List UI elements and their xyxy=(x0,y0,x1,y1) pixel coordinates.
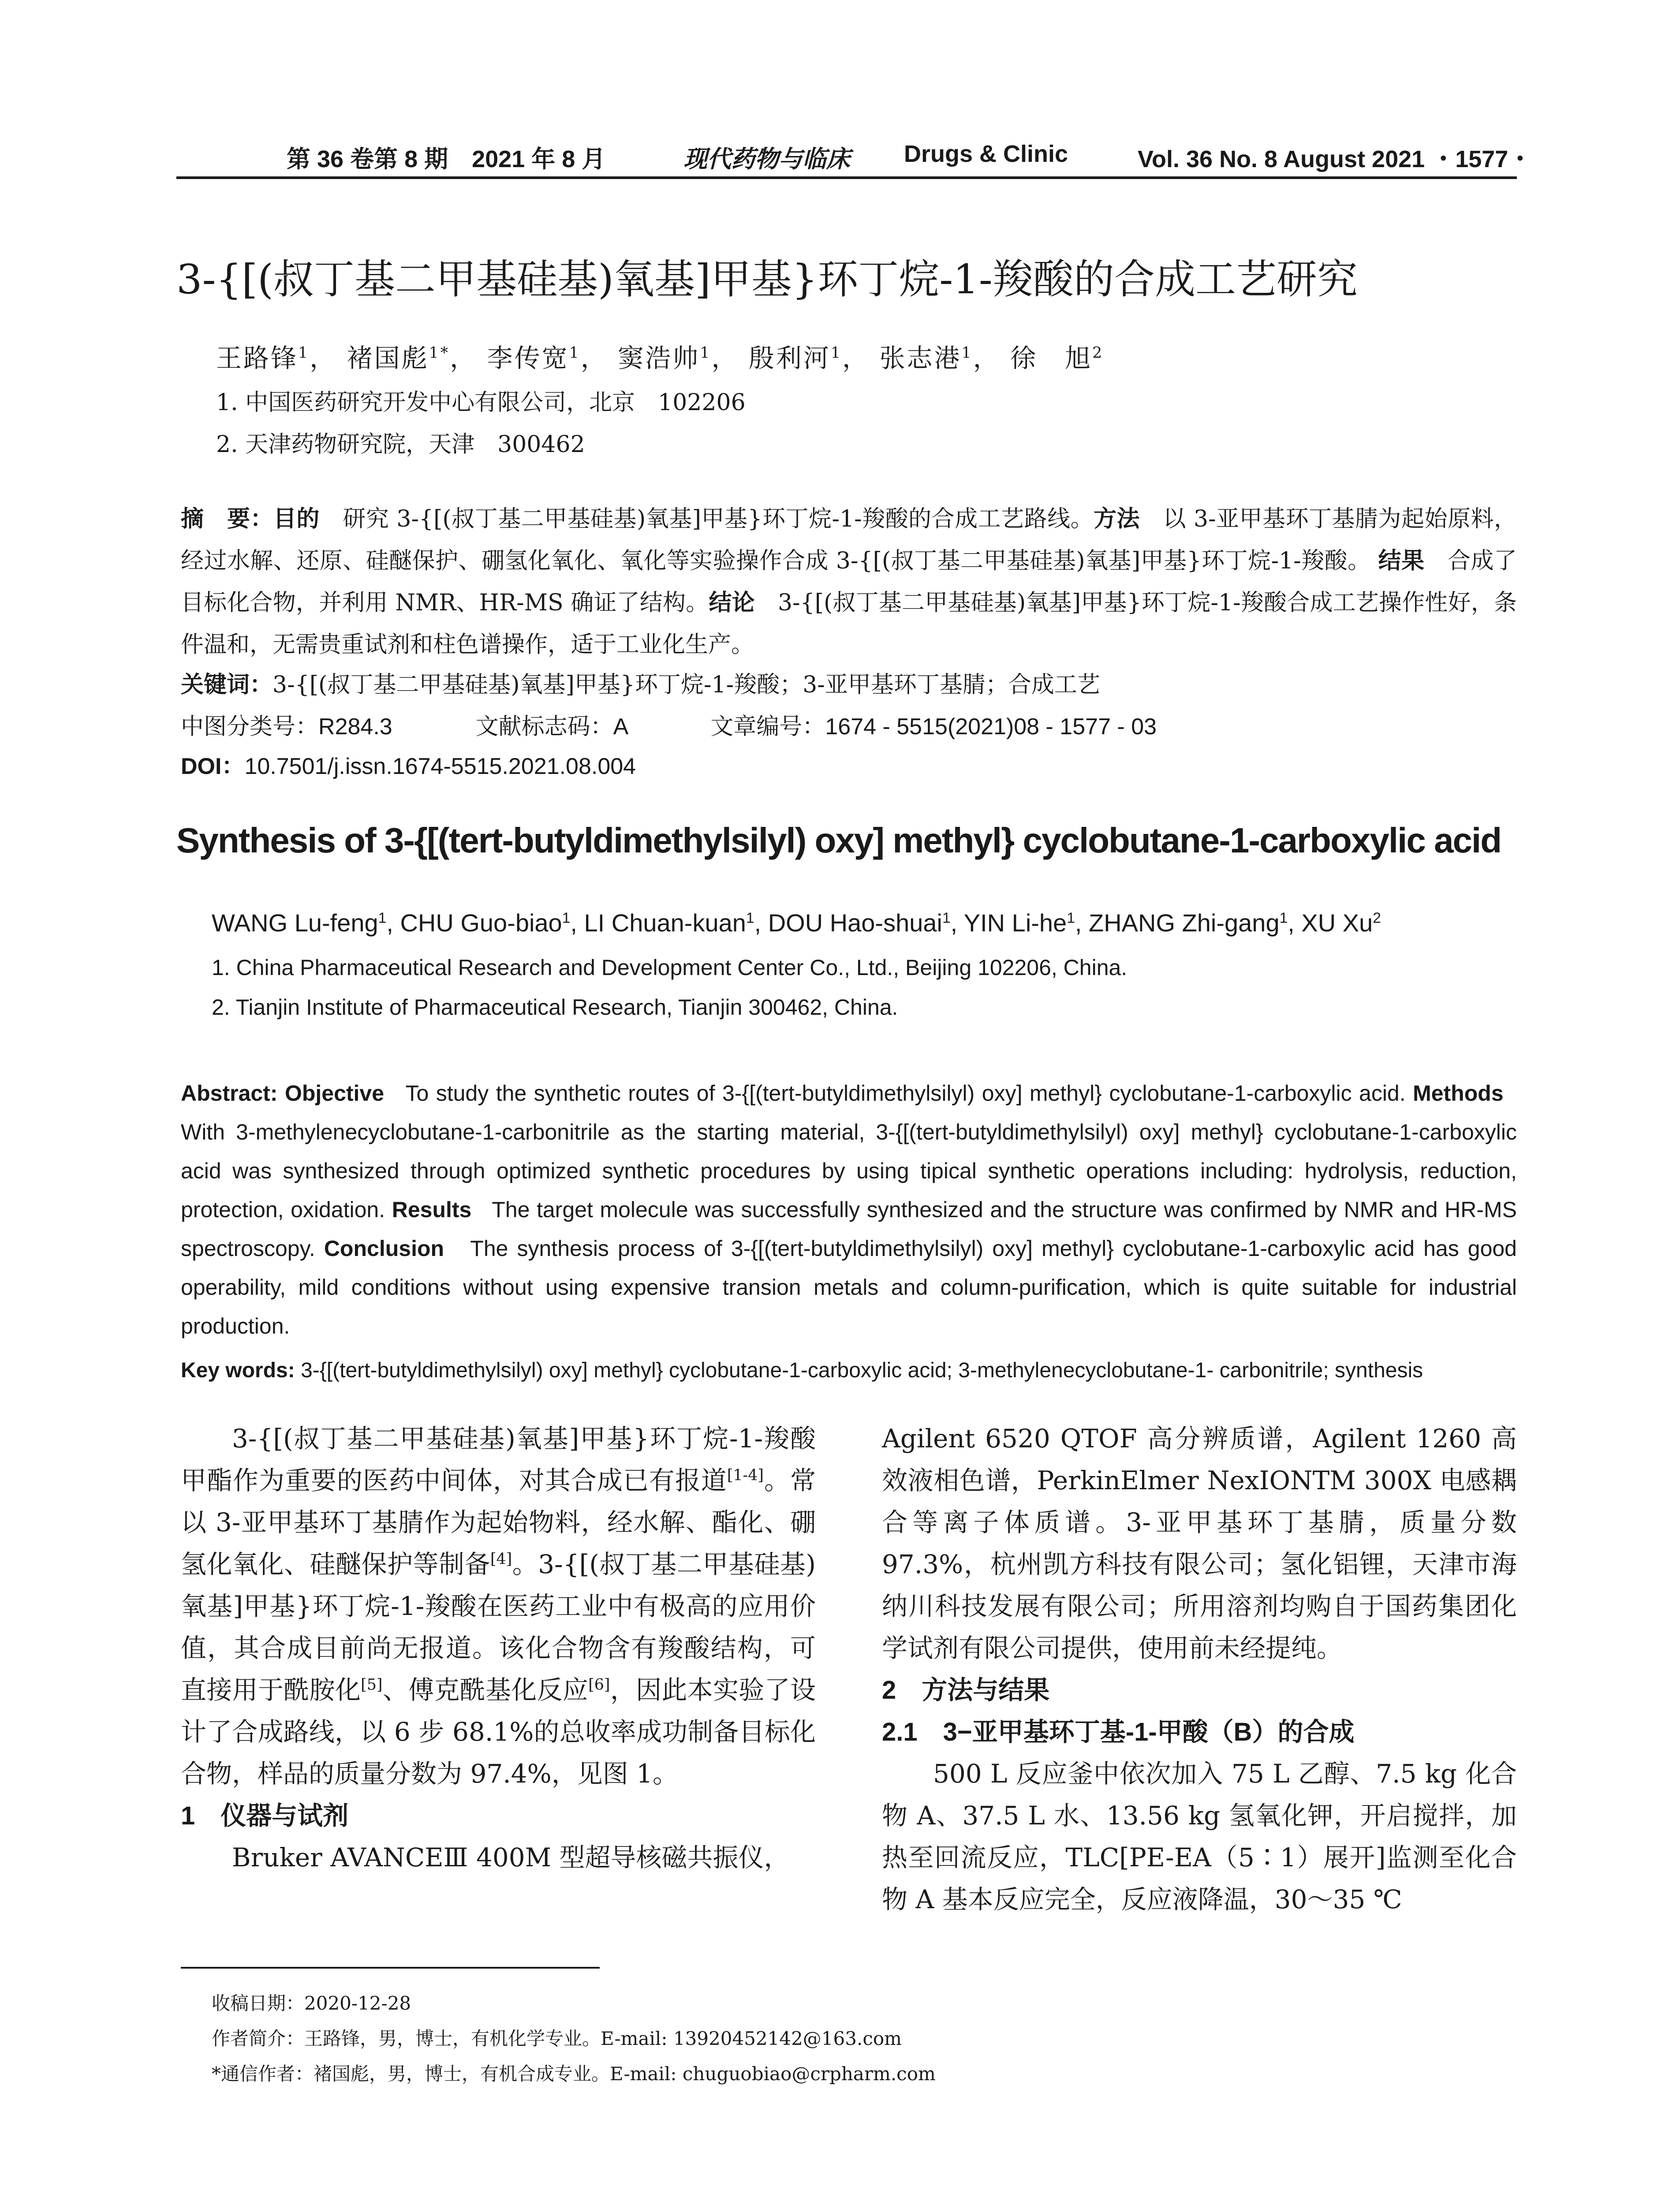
footnote-corresponding: *通信作者：褚国彪，男，博士，有机合成专业。E-mail: chuguobiao@crpharm.com xyxy=(212,2063,936,2085)
abstract-cn: 摘 要：目的 研究 3-{[(叔丁基二甲基硅基)氧基]甲基}环丁烷-1-羧酸的合成工艺路线。方法 以 3-亚甲基环丁基腈为起始原料，经过水解、还原、硅醚保护、硼氢化氧化、氧化等实验操作合成 3-{[(叔丁基二甲基硅基)氧基]甲基}环丁烷-1-羧酸。 结果 合成了目标化合物，并利用 NMR、HR-MS 确证了结构。结论 3-{[(叔丁基二甲基硅基)氧基]甲基}环丁烷-1-羧酸合成工艺操作性好，条件温和，无需贵重试剂和柱色谱操作，适于工业化生产。 xyxy=(181,506,1517,658)
footnote-received: 收稿日期：2020-12-28 xyxy=(212,1992,411,2014)
author-name: 李传宽 xyxy=(487,343,569,373)
synthesis-paragraph: 500 L 反应釜中依次加入 75 L 乙醇、7.5 kg 化合物 A、37.5 L 水、13.56 kg 氢氧化钾，开启搅拌，加热至回流反应，TLC[PE-EA（5∶1）展开]监测至化合物 A 基本反应完全，反应液降温，30～35 ℃ xyxy=(882,1759,1517,1914)
keywords-cn: 关键词：3-{[(叔丁基二甲基硅基)氧基]甲基}环丁烷-1-羧酸；3-亚甲基环丁基腈；合成工艺 xyxy=(181,672,1100,698)
section-heading-2: 2 方法与结果 xyxy=(882,1676,1050,1704)
keywords-en: Key words: 3-{[(tert-butyldimethylsilyl) oxy] methyl} cyclobutane-1-carboxylic acid; 3-methylenecyclobutane-1- carbonitrile; synthesis xyxy=(181,1359,1423,1382)
issue-en: Vol. 36 No. 8 August 2021 ・1577・ xyxy=(1138,146,1532,172)
author-list-cn: 王路锋$^1$， 褚国彪$^{1*}$， 李传宽$^1$， 窦浩帅$^1$， 殷利河$^1$， 张志港$^1$， 徐 旭$^2$ xyxy=(216,343,1104,373)
body-column-right xyxy=(882,1418,1517,1921)
section-heading-2-1: 2.1 3−亚甲基环丁基-1-甲酸（B）的合成 xyxy=(882,1718,1355,1746)
journal-name-cn: 现代药物与临床 xyxy=(683,145,850,173)
article-title-cn: 3-{[(叔丁基二甲基硅基)氧基]甲基}环丁烷-1-羧酸的合成工艺研究 xyxy=(176,256,1358,303)
doi-line: DOI：10.7501/j.issn.1674-5515.2021.08.004 xyxy=(181,754,636,779)
author-name: 张志港 xyxy=(879,343,962,373)
header-rule xyxy=(176,176,1517,179)
author-name: 窦浩帅 xyxy=(618,343,700,373)
author-name: 殷利河 xyxy=(748,343,831,373)
affiliation-cn-1: 1. 中国医药研究开发中心有限公司，北京 102206 xyxy=(216,389,746,416)
author-name: 徐 旭 xyxy=(1010,343,1093,373)
article-title-en: Synthesis of 3-{[(tert-butyldimethylsilyl) oxy] methyl} cyclobutane-1-carboxylic acid xyxy=(176,821,1501,860)
author-name: 褚国彪 xyxy=(347,343,429,373)
author-list-en: WANG Lu-feng$^1$, CHU Guo-biao$^1$, LI Chuan-kuan$^1$, DOU Hao-shuai$^1$, YIN $Li-he^1$, ZHANG Zhi-gang$^1$, XU Xu$^2$ xyxy=(212,909,1381,937)
journal-name-en: Drugs & Clinic xyxy=(904,141,1068,167)
intro-paragraph: 3-{[(叔丁基二甲基硅基)氧基]甲基}环丁烷-1-羧酸甲酯作为重要的医药中间体，对其合成已有报道[1-4]。常以 3-亚甲基环丁基腈作为起始物料，经水解、酯化、硼氢化氧化、硅醚保护等制备[4]。3-{[(叔丁基二甲基硅基)氧基]甲基}环丁烷-1-羧酸在医药工业中有极高的应用价值，其合成目前尚无报道。该化合物含有羧酸结构，可直接用于酰胺化[5]、傅克酰基化反应[6]，因此本实验了设计了合成路线，以 6 步 68.1%的总收率成功制备目标化合物，样品的质量分数为 97.4%，见图 1。 xyxy=(181,1424,816,1789)
affiliation-cn-2: 2. 天津药物研究院，天津 300462 xyxy=(216,431,585,458)
abstract-en: Abstract: Objective To study the synthetic routes of 3-{[(tert-butyldimethylsilyl) oxy] methyl} cyclobutane-1-carboxylic acid. Methods With 3-methylenecyclobutane-1-carbonitrile as the starting material, 3-{[(tert-butyldimethylsilyl) oxy] methyl} cyclobutane-1-carboxylic acid was synthesized through optimized synthetic procedures by using tipical synthetic operations including: hydrolysis, reduction, protection, oxidation. Results The target molecule was successfully synthesized and the structure was confirmed by NMR and HR-MS spectroscopy. Conclusion The synthesis process of 3-{[(tert-butyldimethylsilyl) oxy] methyl} cyclobutane-1-carboxylic acid has good operability, mild conditions without using expensive transion metals and column-purification, which is quite suitable for industrial production. xyxy=(181,1081,1517,1338)
footnote-author-intro: 作者简介：王路锋，男，博士，有机化学专业。E-mail: 13920452142@163.com xyxy=(212,2028,902,2049)
body-column-left xyxy=(181,1418,816,1879)
classification-line: 中图分类号：R284.3 文献标志码：A 文章编号：1674 - 5515(2021)08 - 1577 - 03 xyxy=(181,714,1157,740)
instruments-continued: Agilent 6520 QTOF 高分辨质谱，Agilent 1260 高效液相色谱，PerkinElmer NexIONTM 300X 电感耦合等离子体质谱。3-亚甲基环丁基腈，质量分数 97.3%，杭州凯方科技有限公司；氢化铝锂，天津市海纳川科技发展有限公司；所用溶剂均购自于国药集团化学试剂有限公司提供，使用前未经提纯。 xyxy=(882,1424,1517,1663)
instruments-paragraph: Bruker AVANCEⅢ 400M 型超导核磁共振仪， xyxy=(232,1842,790,1872)
author-name: 王路锋 xyxy=(216,343,299,373)
affiliation-en-1: 1. China Pharmaceutical Research and Development Center Co., Ltd., Beijing 102206, China. xyxy=(212,955,1127,980)
affiliation-en-2: 2. Tianjin Institute of Pharmaceutical Research, Tianjin 300462, China. xyxy=(212,995,898,1020)
section-heading-1: 1 仪器与试剂 xyxy=(181,1801,349,1830)
footnote-rule xyxy=(181,1967,600,1969)
issue-cn: 第 36 卷第 8 期 2021 年 8 月 xyxy=(287,146,606,172)
running-header xyxy=(176,140,1532,180)
